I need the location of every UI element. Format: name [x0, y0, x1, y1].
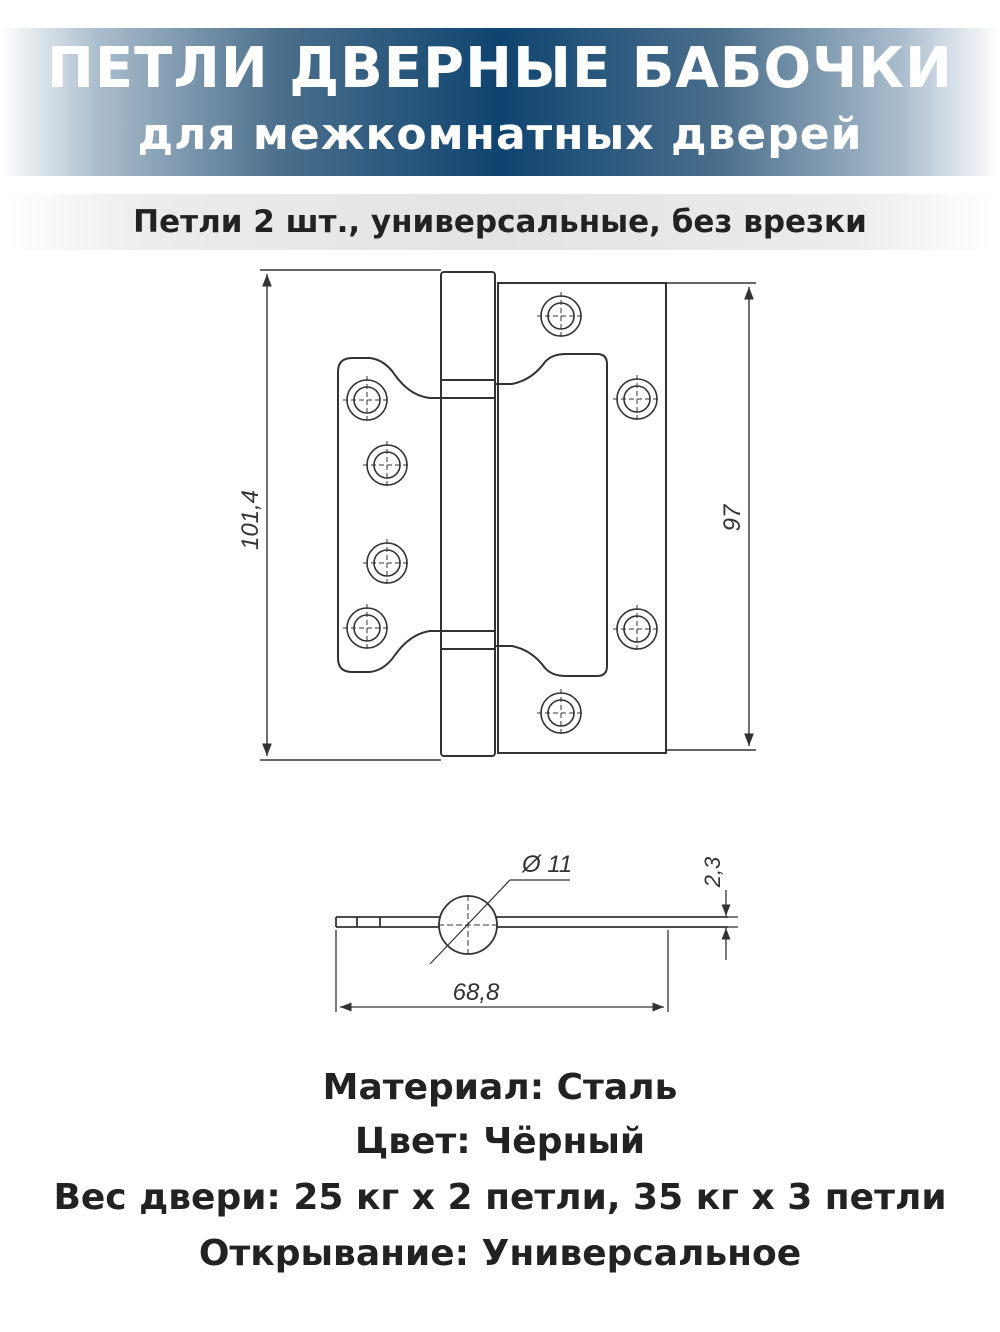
dimension-height-leaf-label: 97	[719, 504, 746, 532]
dimension-height-total-label: 101,4	[237, 489, 264, 551]
dimension-thickness	[726, 890, 738, 960]
spec-door-weight: Вес двери: 25 кг х 2 петли, 35 кг х 3 петли	[53, 1177, 947, 1218]
screw-hole	[537, 292, 585, 340]
dimension-width	[336, 930, 668, 1012]
inner-leaf-left	[338, 358, 441, 672]
screw-hole	[613, 375, 661, 423]
product-tagline: Петли 2 шт., универсальные, без врезки	[0, 194, 1000, 250]
screw-hole	[343, 376, 391, 424]
spec-opening: Открывание: Универсальное	[198, 1233, 802, 1274]
screw-hole	[363, 441, 411, 489]
spec-material: Материал: Сталь	[322, 1067, 678, 1108]
dimension-thickness-label: 2,3	[700, 856, 725, 888]
inner-leaf-right	[495, 354, 607, 676]
hinge-front-view	[338, 272, 666, 756]
dimension-height-total	[260, 270, 441, 760]
knuckle	[441, 272, 495, 756]
product-subtitle: для межкомнатных дверей	[137, 109, 863, 160]
screw-hole	[363, 539, 411, 587]
screw-hole	[537, 689, 585, 737]
dimension-diameter-label: Ø 11	[522, 851, 573, 878]
product-title: ПЕТЛИ ДВЕРНЫЕ БАБОЧКИ	[47, 36, 953, 101]
spec-color: Цвет: Чёрный	[354, 1121, 646, 1162]
screw-hole	[343, 604, 391, 652]
dimension-width-label: 68,8	[452, 979, 500, 1006]
screw-hole	[613, 605, 661, 653]
hinge-side-view	[336, 880, 728, 964]
